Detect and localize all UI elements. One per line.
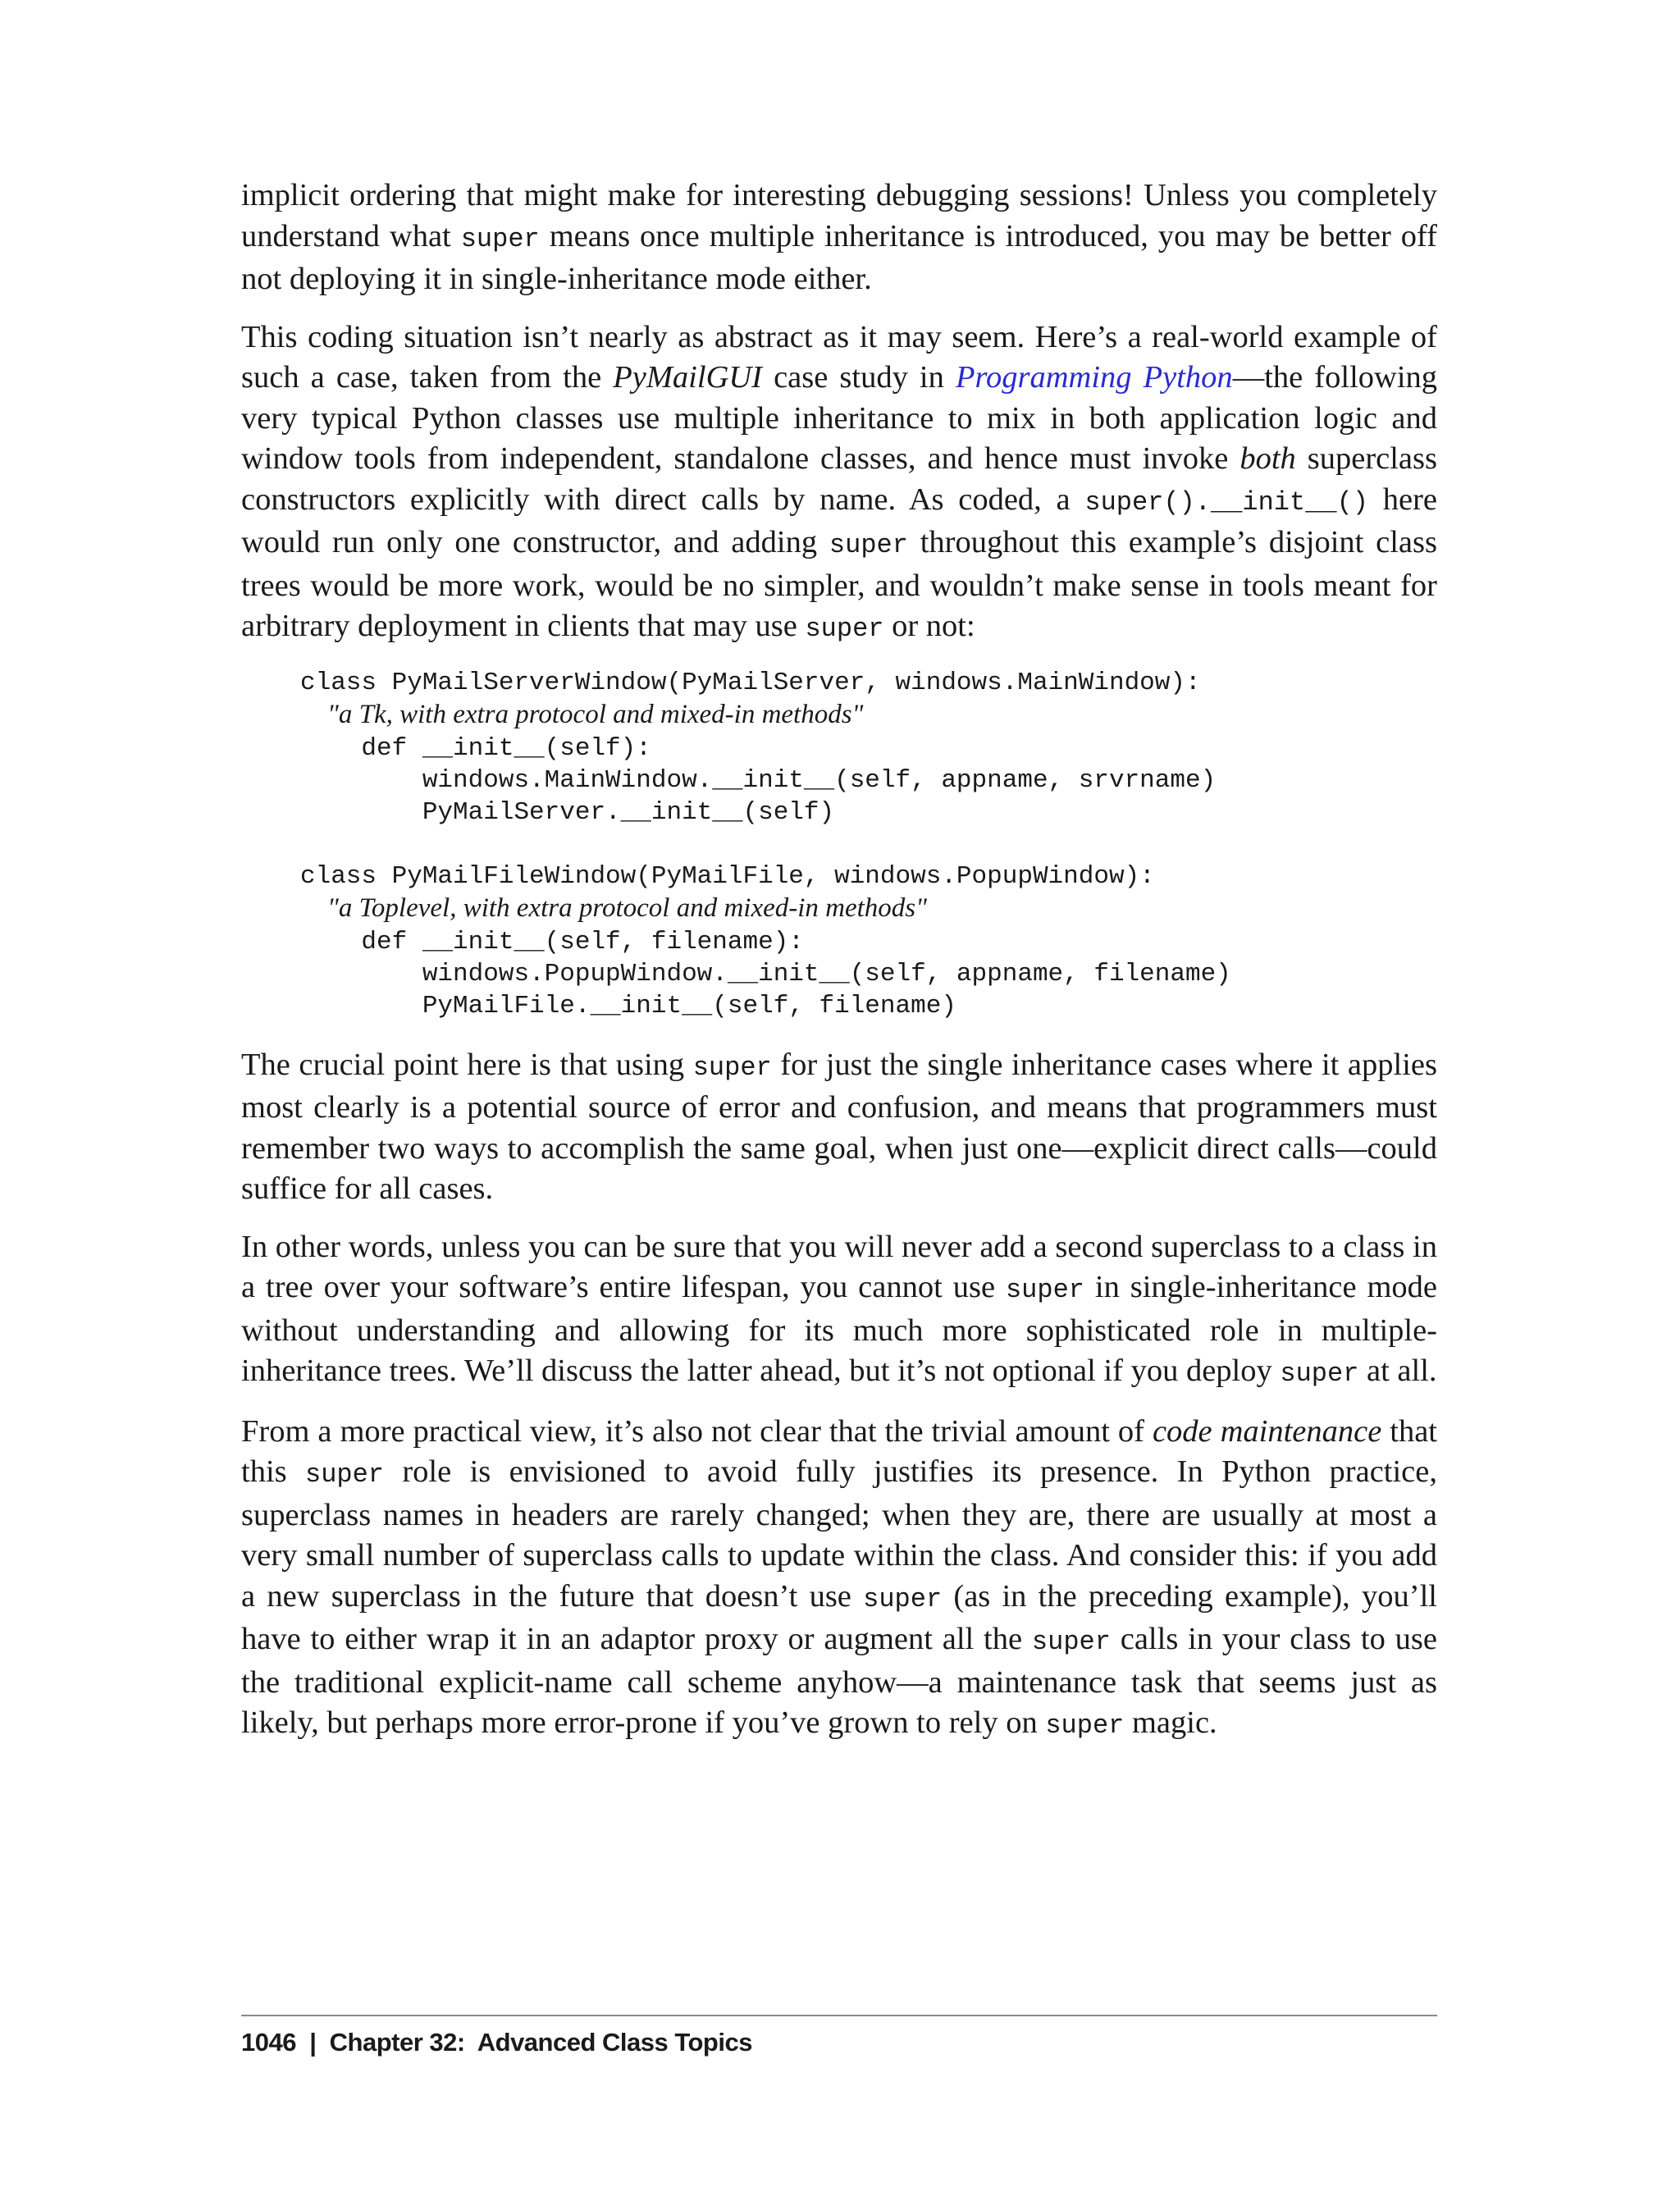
text-run: at all.: [1358, 1354, 1437, 1388]
text-run: case study in: [762, 360, 956, 395]
inline-code: super: [304, 1459, 384, 1490]
text-run: or not:: [883, 609, 975, 643]
text-run: superclass constructors explicitly with direct calls by name. As coded, a: [241, 441, 1445, 517]
page-footer: [241, 2028, 752, 2057]
text-run: implicit ordering that might make for interesting debugging sessions! Unless you completely understand what: [241, 178, 1445, 253]
code-line: def __init__(self, filename):: [300, 927, 804, 956]
text-run: both: [1239, 441, 1296, 476]
text-run: —the following very typical Python classes use multiple inheritance to mix in both application logic and window tools from independent, standalone classes, and hence must invoke: [241, 360, 1445, 476]
text-run: means once multiple inheritance is introduced, you may be better off not deploying it in single-inheritance mode either.: [241, 218, 1445, 296]
inline-code: super: [805, 614, 884, 644]
code-line: PyMailServer.__init__(self): [300, 797, 835, 827]
inline-code: super: [1045, 1710, 1125, 1741]
code-listing: [300, 667, 1437, 1022]
footer-separator: |: [309, 2028, 317, 2057]
text-run: role is envisioned to avoid fully justifies its presence. In Python practice, superclass names in headers are rarely changed; when they are, there are usually at most a very small number of superclass calls to update within the class. And consider this: if you add a new superclass in the future that doesn’t use: [241, 1454, 1445, 1614]
inline-code: super: [863, 1583, 943, 1614]
paragraph: [241, 1227, 1445, 1395]
paragraphs-after-code: [241, 1045, 1445, 1746]
code-docstring: "a Toplevel, with extra protocol and mixed-in methods": [300, 892, 928, 923]
page-number: 1046: [241, 2028, 296, 2057]
text-run: magic.: [1124, 1705, 1217, 1740]
code-docstring: "a Tk, with extra protocol and mixed-in methods": [300, 699, 864, 729]
text-run: that this: [241, 1413, 1445, 1489]
paragraph: [241, 1412, 1445, 1746]
code-line: windows.MainWindow.__init__(self, appname, srvrname): [300, 765, 1217, 795]
text-run: PyMailGUI: [613, 360, 762, 395]
paragraph: [241, 317, 1445, 650]
text-run: code maintenance: [1152, 1413, 1382, 1449]
inline-code: super().__init__(): [1084, 486, 1369, 518]
text-run: In other words, unless you can be sure that you will never add a second superclass to a class in a tree over your software’s entire lifespan, you cannot use: [241, 1229, 1445, 1304]
paragraph: [241, 1045, 1445, 1210]
text-run: for just the single inheritance cases where it applies most clearly is a potential source of error and confusion, and means that programmers must remember two ways to accomplish the same goal, when just one—explicit direct calls—could suffice for all cases.: [241, 1047, 1445, 1206]
inline-code: super: [829, 530, 908, 560]
paragraphs-before-code: [241, 176, 1445, 650]
inline-code: super: [692, 1052, 772, 1083]
code-line: PyMailFile.__init__(self, filename): [300, 991, 956, 1020]
chapter-title: Chapter 32: Advanced Class Topics: [329, 2028, 752, 2057]
text-run: This coding situation isn’t nearly as abstract as it may seem. Here’s a real-world example of such a case, taken from the: [241, 319, 1445, 395]
footer-rule: [241, 2015, 1437, 2016]
inline-code: super: [460, 223, 540, 254]
text-run: From a more practical view, it’s also not clear that the trivial amount of: [241, 1413, 1153, 1449]
text-run: The crucial point here is that using: [241, 1047, 693, 1082]
text-run: here would run only one constructor, and adding: [241, 482, 1445, 559]
code-line: windows.PopupWindow.__init__(self, appname, filename): [300, 959, 1231, 988]
paragraph: [241, 176, 1445, 300]
code-line: class PyMailFileWindow(PyMailFile, windows.PopupWindow):: [300, 861, 1155, 891]
text-run: (as in the preceding example), you’ll have to either wrap it in an adaptor proxy or augment all the: [241, 1578, 1445, 1656]
text-run: in single-inheritance mode without understanding and allowing for its much more sophisticated role in multiple-inheritance trees. We’ll discuss the latter ahead, but it’s not optional if you deploy: [241, 1270, 1445, 1388]
page-body: [241, 176, 1445, 1764]
book-link[interactable]: Programming Python: [955, 360, 1233, 395]
code-line: def __init__(self):: [300, 733, 651, 763]
inline-code: super: [1031, 1627, 1111, 1657]
text-run: calls in your class to use the traditional explicit-name call scheme anyhow—a maintenance task that seems just as likely, but perhaps more error-prone if you’ve grown to rely on: [241, 1622, 1445, 1740]
text-run: throughout this example’s disjoint class trees would be more work, would be no simpler, and wouldn’t make sense in tools meant for arbitrary deployment in clients that may use: [241, 525, 1445, 643]
code-line: class PyMailServerWindow(PyMailServer, windows.MainWindow):: [300, 668, 1201, 697]
inline-code: super: [1280, 1358, 1359, 1389]
inline-code: super: [1005, 1275, 1084, 1305]
